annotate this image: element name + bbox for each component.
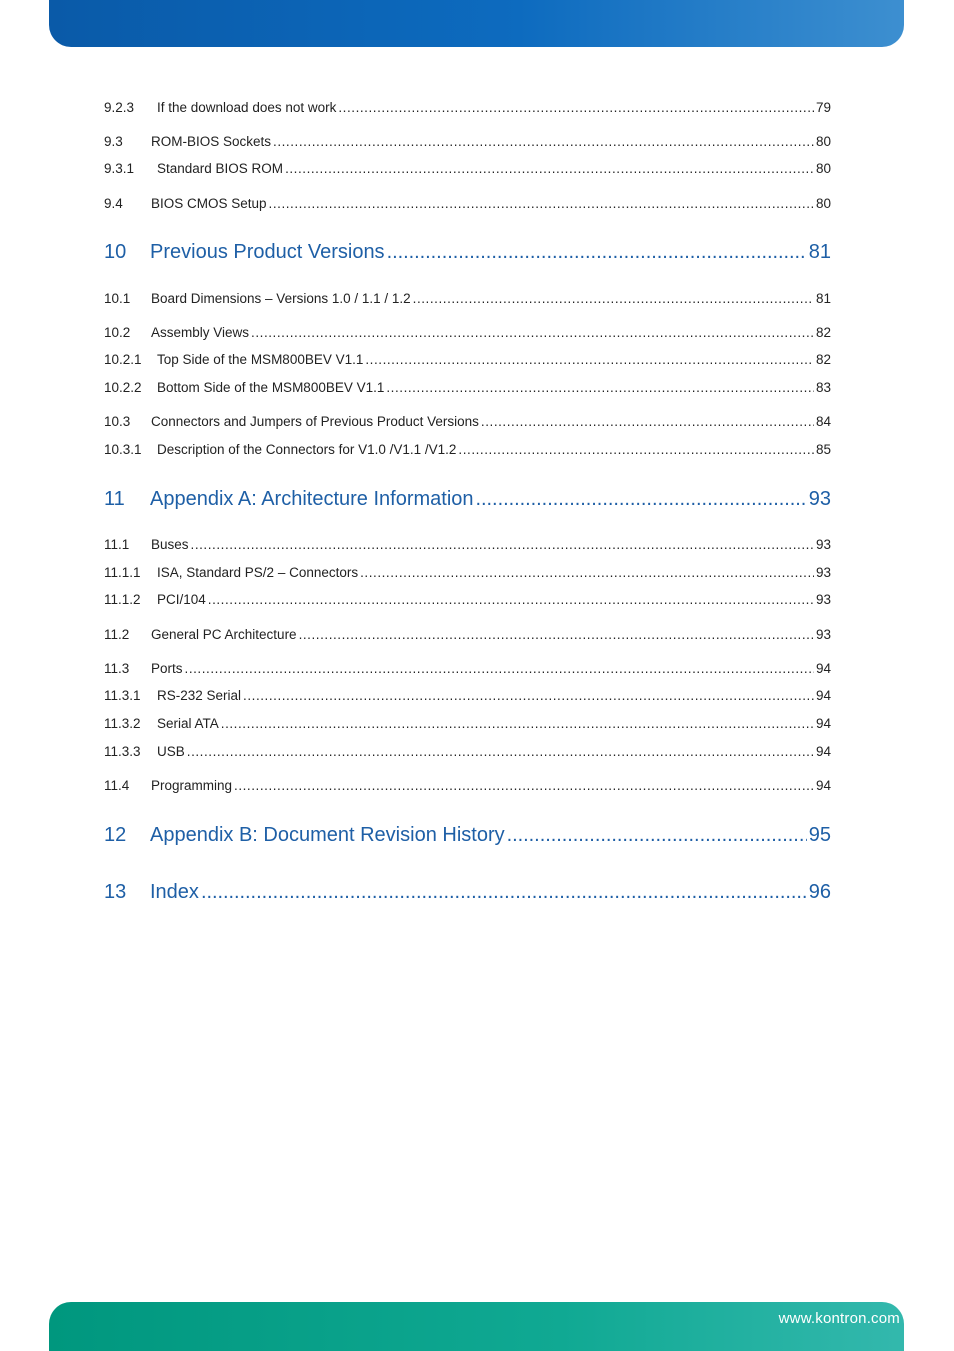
toc-number: 11 bbox=[104, 488, 125, 510]
toc-leader bbox=[365, 352, 814, 367]
toc-leader bbox=[387, 241, 807, 264]
toc-page: 93 bbox=[808, 488, 831, 510]
toc-number: 11.1 bbox=[104, 537, 130, 552]
toc-leader bbox=[191, 537, 814, 552]
toc-title: Buses bbox=[151, 537, 189, 552]
toc-leader bbox=[201, 881, 807, 904]
toc-entry-11-1[interactable] bbox=[104, 537, 831, 552]
toc-title: BIOS CMOS Setup bbox=[151, 196, 267, 211]
toc-number: 10.2.2 bbox=[104, 380, 142, 395]
toc-page: 82 bbox=[815, 352, 831, 367]
toc-title: Appendix A: Architecture Information bbox=[150, 488, 474, 510]
toc-leader bbox=[285, 161, 814, 176]
toc-number: 10.2 bbox=[104, 325, 131, 340]
toc-leader bbox=[481, 414, 814, 429]
toc-page: 81 bbox=[815, 291, 831, 306]
toc-title: Ports bbox=[151, 661, 183, 676]
toc-entry-9-4[interactable] bbox=[104, 196, 831, 211]
toc-number: 11.4 bbox=[104, 778, 130, 793]
toc-entry-10-3[interactable] bbox=[104, 414, 831, 429]
toc-title: Board Dimensions – Versions 1.0 / 1.1 / 1.2 bbox=[151, 291, 411, 306]
toc-page: 81 bbox=[808, 241, 831, 263]
toc-entry-10-2-2[interactable] bbox=[104, 380, 831, 395]
toc-page: 93 bbox=[815, 537, 831, 552]
toc-page: 93 bbox=[815, 627, 831, 642]
toc-entry-11-2[interactable] bbox=[104, 627, 831, 642]
toc-page: 83 bbox=[815, 380, 831, 395]
toc-entry-9-3[interactable] bbox=[104, 134, 831, 149]
toc-title: PCI/104 bbox=[157, 592, 206, 607]
footer-url[interactable]: www.kontron.com bbox=[778, 1310, 900, 1327]
toc-page: 93 bbox=[815, 592, 831, 607]
footer-band bbox=[49, 1302, 904, 1351]
toc-page: 93 bbox=[815, 565, 831, 580]
toc-title: Programming bbox=[151, 778, 233, 793]
toc-leader bbox=[208, 592, 814, 607]
toc-title: Appendix B: Document Revision History bbox=[150, 824, 505, 846]
toc-leader bbox=[273, 134, 814, 149]
toc-number: 11.3.2 bbox=[104, 716, 141, 731]
toc-entry-10-3-1[interactable] bbox=[104, 442, 831, 457]
toc-page: 84 bbox=[815, 414, 831, 429]
toc-number: 9.2.3 bbox=[104, 100, 135, 115]
toc-entry-11-1-1[interactable] bbox=[104, 565, 831, 580]
toc-page: 79 bbox=[815, 100, 831, 115]
toc-leader bbox=[234, 778, 814, 793]
toc-title: Previous Product Versions bbox=[150, 241, 385, 263]
toc-number: 12 bbox=[104, 824, 127, 846]
toc-entry-11-3-2[interactable] bbox=[104, 716, 831, 731]
toc-leader bbox=[243, 688, 814, 703]
toc-leader bbox=[185, 661, 814, 676]
toc-number: 9.3.1 bbox=[104, 161, 135, 176]
toc-title: Index bbox=[150, 881, 199, 903]
toc-page: 94 bbox=[815, 744, 831, 759]
toc-leader bbox=[221, 716, 814, 731]
toc-page: 94 bbox=[815, 716, 831, 731]
toc-title: Serial ATA bbox=[157, 716, 219, 731]
toc-number: 11.3.1 bbox=[104, 688, 141, 703]
toc-leader bbox=[476, 488, 807, 511]
toc-number: 10.3 bbox=[104, 414, 131, 429]
toc-page: 85 bbox=[815, 442, 831, 457]
toc-chapter-11[interactable] bbox=[104, 488, 831, 511]
toc-entry-10-1[interactable] bbox=[104, 291, 831, 306]
toc-number: 9.4 bbox=[104, 196, 123, 211]
toc-leader bbox=[386, 380, 814, 395]
toc-number: 10.1 bbox=[104, 291, 131, 306]
toc-title: Bottom Side of the MSM800BEV V1.1 bbox=[157, 380, 385, 395]
toc-number: 11.1.2 bbox=[104, 592, 141, 607]
toc-leader bbox=[299, 627, 814, 642]
toc-page: 80 bbox=[815, 134, 831, 149]
toc-leader bbox=[413, 291, 814, 306]
toc-leader bbox=[338, 100, 814, 115]
toc-page: 94 bbox=[815, 778, 831, 793]
toc-entry-11-3-1[interactable] bbox=[104, 688, 831, 703]
toc-number: 11.3.3 bbox=[104, 744, 141, 759]
toc-entry-9-2-3[interactable] bbox=[104, 100, 831, 115]
toc-page: 96 bbox=[808, 881, 831, 903]
toc-number: 11.1.1 bbox=[104, 565, 141, 580]
toc-number: 13 bbox=[104, 881, 127, 903]
toc-title: General PC Architecture bbox=[151, 627, 297, 642]
toc-leader bbox=[360, 565, 814, 580]
toc-leader bbox=[187, 744, 814, 759]
toc-title: Description of the Connectors for V1.0 /V1.1 /V1.2 bbox=[157, 442, 457, 457]
toc-leader bbox=[251, 325, 814, 340]
toc-entry-11-3[interactable] bbox=[104, 661, 831, 676]
toc-title: Assembly Views bbox=[151, 325, 250, 340]
toc-entry-10-2[interactable] bbox=[104, 325, 831, 340]
toc-page: 80 bbox=[815, 161, 831, 176]
toc-page: 95 bbox=[808, 824, 831, 846]
toc-number: 10 bbox=[104, 241, 127, 263]
toc-title: ROM-BIOS Sockets bbox=[151, 134, 272, 149]
toc-number: 9.3 bbox=[104, 134, 123, 149]
toc-number: 11.3 bbox=[104, 661, 130, 676]
toc-leader bbox=[269, 196, 814, 211]
toc-entry-10-2-1[interactable] bbox=[104, 352, 831, 367]
toc-chapter-10[interactable] bbox=[104, 241, 831, 264]
toc-leader bbox=[458, 442, 814, 457]
toc-number: 10.3.1 bbox=[104, 442, 142, 457]
toc-leader bbox=[507, 824, 807, 847]
toc-page: 80 bbox=[815, 196, 831, 211]
toc-title: Top Side of the MSM800BEV V1.1 bbox=[157, 352, 364, 367]
toc-page: 94 bbox=[815, 688, 831, 703]
toc-number: 11.2 bbox=[104, 627, 130, 642]
toc-entry-9-3-1[interactable] bbox=[104, 161, 831, 176]
toc-title: Standard BIOS ROM bbox=[157, 161, 284, 176]
toc-chapter-12[interactable] bbox=[104, 824, 831, 847]
toc-page: 82 bbox=[815, 325, 831, 340]
toc-entry-11-4[interactable] bbox=[104, 778, 831, 793]
toc-title: ISA, Standard PS/2 – Connectors bbox=[157, 565, 359, 580]
toc-entry-11-1-2[interactable] bbox=[104, 592, 831, 607]
toc-title: Connectors and Jumpers of Previous Product Versions bbox=[151, 414, 479, 429]
toc-page: 94 bbox=[815, 661, 831, 676]
toc-number: 10.2.1 bbox=[104, 352, 142, 367]
toc-chapter-13[interactable] bbox=[104, 881, 831, 904]
toc-entry-11-3-3[interactable] bbox=[104, 744, 831, 759]
toc-title: RS-232 Serial bbox=[157, 688, 242, 703]
header-band bbox=[49, 0, 904, 47]
toc-title: If the download does not work bbox=[157, 100, 337, 115]
toc-title: USB bbox=[157, 744, 185, 759]
